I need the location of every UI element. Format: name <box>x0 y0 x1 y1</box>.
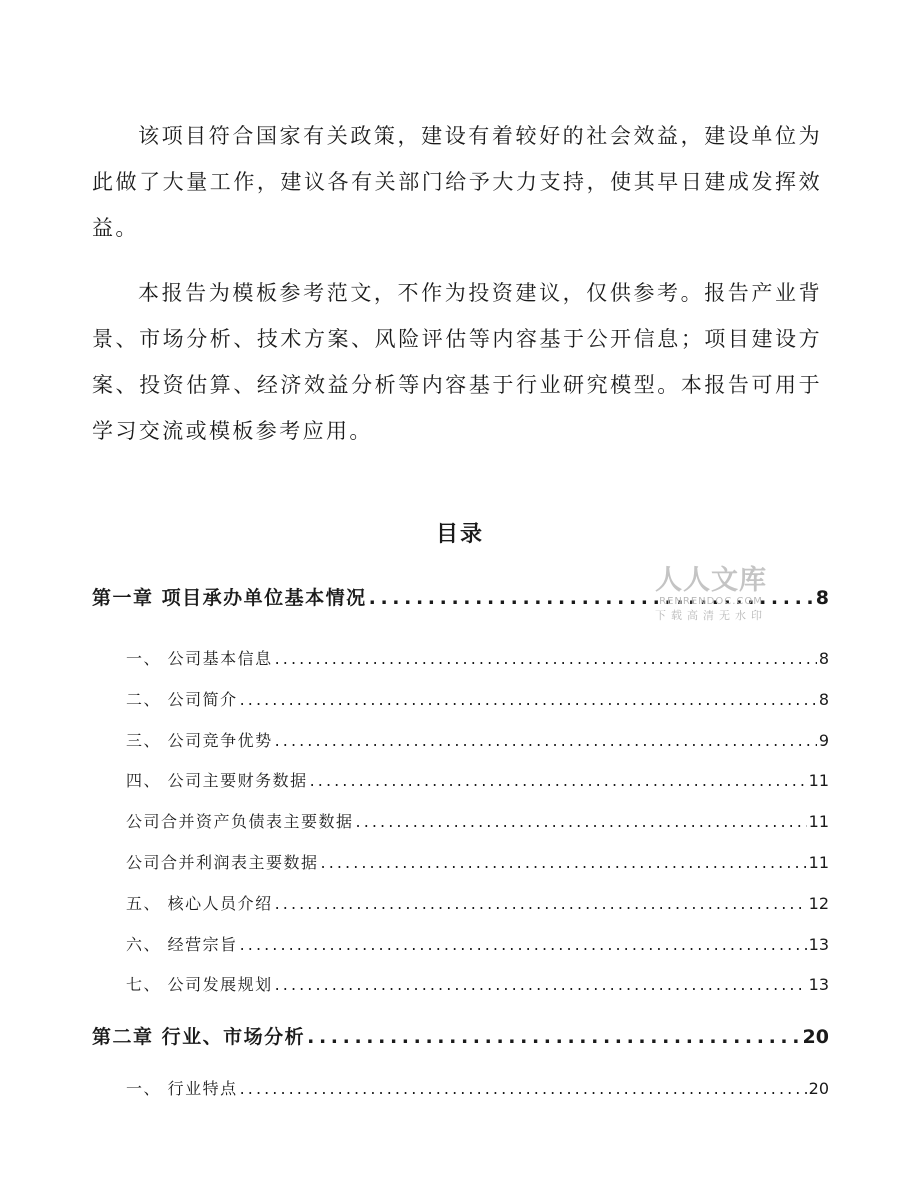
toc-entry-section[interactable] <box>126 687 829 710</box>
toc-entry-subsection[interactable] <box>126 809 829 832</box>
toc-entry-label: 四、 公司主要财务数据 <box>126 771 308 790</box>
toc-entry-section[interactable] <box>126 932 829 955</box>
toc-leader-dots <box>307 1026 800 1048</box>
toc-entry-page: 8 <box>818 690 829 709</box>
body-paragraph-2: 本报告为模板参考范文，不作为投资建议，仅供参考。报告产业背景、市场分析、技术方案、风险评估等内容基于公开信息；项目建设方案、投资估算、经济效益分析等内容基于行业研究模型。本报告可用于学习交流或模板参考应用。 <box>92 281 822 443</box>
toc-leader-dots <box>240 690 817 709</box>
toc-leader-dots <box>275 894 807 913</box>
toc-entry-chapter-2[interactable] <box>92 1022 829 1049</box>
watermark-note: 下载高清无水印 <box>655 609 767 622</box>
toc-leader-dots <box>275 649 817 668</box>
toc-entry-page: 12 <box>808 894 829 913</box>
toc-leader-dots <box>275 975 807 994</box>
toc-entry-chapter-1[interactable] <box>92 583 829 610</box>
toc-entry-page: 11 <box>808 771 829 790</box>
toc-entry-page: 20 <box>802 1026 829 1048</box>
toc-entry-page: 11 <box>808 853 829 872</box>
toc-entry-section[interactable] <box>126 1076 829 1099</box>
toc-entry-subsection[interactable] <box>126 850 829 873</box>
toc-entry-label: 公司合并利润表主要数据 <box>126 853 319 872</box>
toc-leader-dots <box>369 587 814 609</box>
toc-entry-section[interactable] <box>126 728 829 751</box>
toc-leader-dots <box>310 771 807 790</box>
toc-leader-dots <box>321 853 807 872</box>
toc-title: 目录 <box>435 522 484 547</box>
toc-entry-page: 20 <box>808 1079 829 1098</box>
toc-entry-page: 13 <box>808 935 829 954</box>
toc-leader-dots <box>240 1079 807 1098</box>
toc-entry-label: 六、 经营宗旨 <box>126 935 238 954</box>
toc-entry-label: 七、 公司发展规划 <box>126 975 273 994</box>
watermark-url: RENRENDOC.COM <box>659 596 763 607</box>
toc-entry-label: 一、 公司基本信息 <box>126 649 273 668</box>
toc-entry-label: 一、 行业特点 <box>126 1079 238 1098</box>
toc-entry-label: 三、 公司竞争优势 <box>126 731 273 750</box>
toc-leader-dots <box>240 935 807 954</box>
toc-entry-label: 第二章 行业、市场分析 <box>92 1026 306 1048</box>
body-paragraph-1: 该项目符合国家有关政策，建设有着较好的社会效益，建设单位为此做了大量工作，建议各有关部门给予大力支持，使其早日建成发挥效益。 <box>92 124 822 240</box>
toc-entry-page: 8 <box>818 649 829 668</box>
toc-leader-dots <box>356 812 807 831</box>
toc-entry-label: 公司合并资产负债表主要数据 <box>126 812 354 831</box>
toc-entry-section[interactable] <box>126 972 829 995</box>
toc-entry-page: 9 <box>818 731 829 750</box>
toc-entry-label: 五、 核心人员介绍 <box>126 894 273 913</box>
toc-entry-label: 第一章 项目承办单位基本情况 <box>92 587 367 609</box>
watermark-brand: 人人文库 <box>655 565 767 596</box>
toc-entry-label: 二、 公司简介 <box>126 690 238 709</box>
toc-entry-section[interactable] <box>126 891 829 914</box>
toc-entry-page: 13 <box>808 975 829 994</box>
toc-entry-section[interactable] <box>126 768 829 791</box>
toc-entry-page: 11 <box>808 812 829 831</box>
toc-leader-dots <box>275 731 817 750</box>
toc-entry-section[interactable] <box>126 646 829 669</box>
toc-entry-page: 8 <box>815 587 829 609</box>
